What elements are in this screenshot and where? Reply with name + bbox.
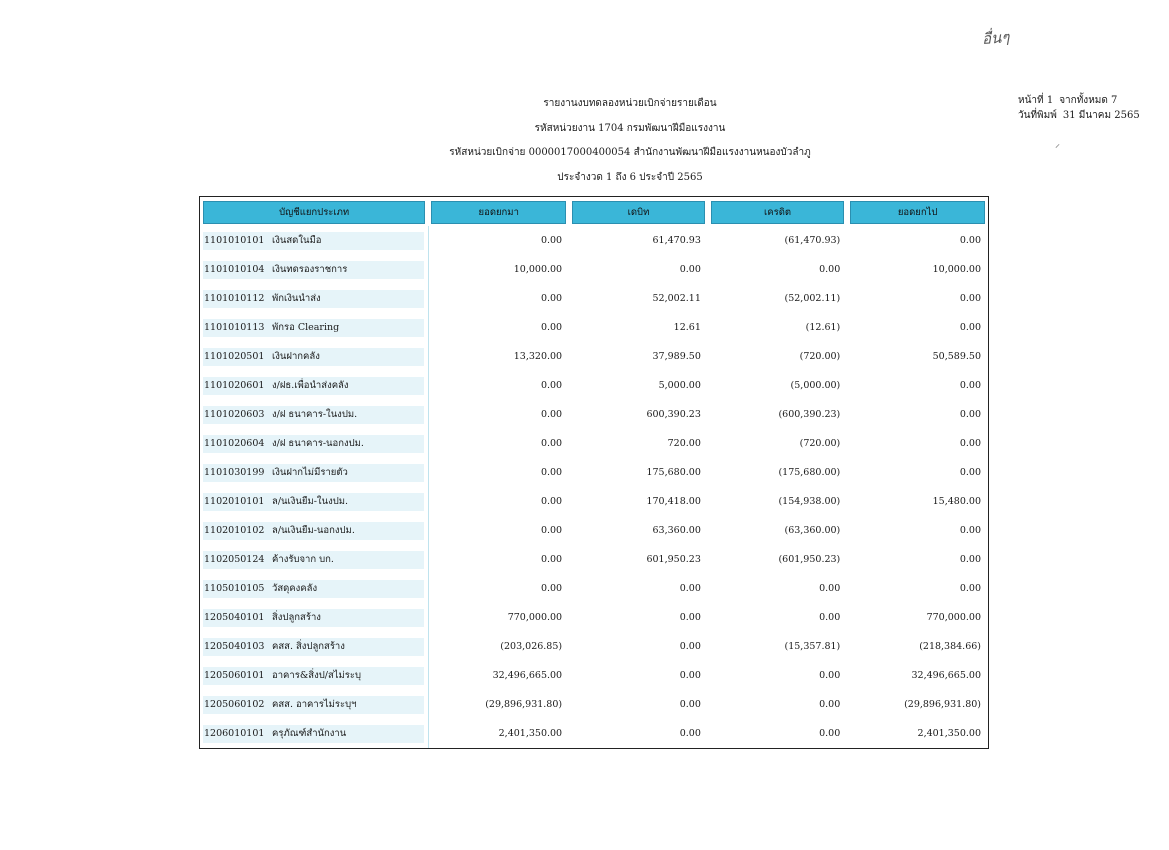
- account-name: คสส. สิ่งปลูกสร้าง: [272, 641, 345, 652]
- credit-cell: 0.00: [819, 583, 841, 594]
- account-code: 1102050124: [204, 554, 265, 565]
- brought-forward-cell: 770,000.00: [428, 603, 569, 632]
- account-code: 1206010101: [204, 728, 265, 739]
- brought-forward-cell: 2,401,350.00: [428, 719, 569, 748]
- account-code: 1102010102: [204, 525, 265, 536]
- carried-forward-cell: 15,480.00: [932, 496, 981, 507]
- account-cell: [200, 371, 428, 400]
- account-cell: [200, 226, 428, 255]
- account-code: 1105010105: [204, 583, 265, 594]
- agency-line: รหัสหน่วยงาน 1704 กรมพัฒนาฝีมือแรงงาน: [534, 122, 726, 134]
- table-row: [200, 400, 988, 429]
- account-code: 1101010113: [204, 322, 265, 333]
- carried-forward-cell: 770,000.00: [926, 612, 981, 623]
- print-date-label: วันที่พิมพ์: [1018, 110, 1057, 121]
- credit-cell: 0.00: [819, 728, 841, 739]
- column-header-credit: เครดิต: [708, 197, 847, 226]
- account-cell: [200, 545, 428, 574]
- credit-cell: (5,000.00): [790, 380, 841, 391]
- account-name: เงินสดในมือ: [272, 235, 322, 246]
- brought-forward-cell: 0.00: [428, 226, 569, 255]
- account-name: ง/ฝธ.เพื่อนำส่งคลัง: [272, 380, 349, 391]
- account-code: 1101020603: [204, 409, 265, 420]
- account-name: คสส. อาคารไม่ระบุฯ: [272, 699, 357, 710]
- debit-cell: 0.00: [679, 728, 701, 739]
- credit-cell: 0.00: [819, 699, 841, 710]
- account-cell: [200, 719, 428, 748]
- account-code: 1101010112: [204, 293, 265, 304]
- credit-cell: 0.00: [819, 612, 841, 623]
- debit-cell: 601,950.23: [646, 554, 701, 565]
- account-cell: [200, 690, 428, 719]
- table-row: [200, 690, 988, 719]
- account-code: 1101020604: [204, 438, 265, 449]
- credit-cell: (720.00): [799, 351, 841, 362]
- account-name: อาคาร&สิ่งป/สไม่ระบุ: [272, 670, 362, 681]
- disbursement-unit-line: รหัสหน่วยเบิกจ่าย 0000017000400054 สำนักงานพัฒนาฝีมือแรงงานหนองบัวลำภู: [449, 147, 811, 158]
- debit-cell: 170,418.00: [646, 496, 701, 507]
- debit-cell: 52,002.11: [652, 293, 701, 304]
- account-name: สิ่งปลูกสร้าง: [272, 612, 321, 623]
- account-name: ง/ฝ ธนาคาร-ในงปม.: [272, 409, 358, 420]
- print-date: 31 มีนาคม 2565: [1062, 110, 1140, 121]
- scan-mark: ⸝: [1055, 139, 1060, 150]
- account-cell: [200, 632, 428, 661]
- table-row: [200, 516, 988, 545]
- carried-forward-cell: 0.00: [959, 525, 981, 536]
- carried-forward-cell: 0.00: [959, 467, 981, 478]
- account-name: เงินทดรองราชการ: [272, 264, 348, 275]
- account-cell: [200, 516, 428, 545]
- report-header: [380, 92, 880, 190]
- trial-balance-table: [199, 196, 989, 749]
- account-code: 1101010104: [204, 264, 265, 275]
- account-name: ล/นเงินยืม-นอกงปม.: [272, 525, 355, 536]
- column-header-brought-forward: ยอดยกมา: [428, 197, 569, 226]
- debit-cell: 175,680.00: [646, 467, 701, 478]
- account-cell: [200, 487, 428, 516]
- carried-forward-cell: 0.00: [959, 438, 981, 449]
- debit-cell: 12.61: [673, 322, 701, 333]
- table-row: [200, 284, 988, 313]
- brought-forward-cell: (29,896,931.80): [428, 690, 569, 719]
- carried-forward-cell: (218,384.66): [919, 641, 981, 652]
- debit-cell: 0.00: [679, 641, 701, 652]
- account-cell: [200, 458, 428, 487]
- debit-cell: 37,989.50: [652, 351, 701, 362]
- carried-forward-cell: 0.00: [959, 235, 981, 246]
- brought-forward-cell: 0.00: [428, 574, 569, 603]
- carried-forward-cell: 0.00: [959, 293, 981, 304]
- brought-forward-cell: 10,000.00: [428, 255, 569, 284]
- column-header-account: บัญชีแยกประเภท: [200, 197, 428, 226]
- brought-forward-cell: 0.00: [428, 545, 569, 574]
- table-row: [200, 545, 988, 574]
- debit-cell: 0.00: [679, 670, 701, 681]
- credit-cell: (15,357.81): [784, 641, 841, 652]
- account-name: ง/ฝ ธนาคาร-นอกงปม.: [272, 438, 364, 449]
- account-name: ค้างรับจาก บก.: [272, 554, 334, 565]
- account-name: พักเงินนำส่ง: [272, 293, 321, 304]
- account-cell: [200, 400, 428, 429]
- credit-cell: (720.00): [799, 438, 841, 449]
- account-name: ล/นเงินยืม-ในงปม.: [272, 496, 349, 507]
- page-info: [1018, 93, 1140, 123]
- account-cell: [200, 313, 428, 342]
- debit-cell: 720.00: [667, 438, 701, 449]
- debit-cell: 0.00: [679, 264, 701, 275]
- table-row: [200, 255, 988, 284]
- brought-forward-cell: 0.00: [428, 371, 569, 400]
- brought-forward-cell: 0.00: [428, 516, 569, 545]
- table-row: [200, 429, 988, 458]
- debit-cell: 600,390.23: [646, 409, 701, 420]
- credit-cell: (63,360.00): [784, 525, 841, 536]
- account-name: เงินฝากไม่มีรายตัว: [272, 467, 348, 478]
- account-code: 1102010101: [204, 496, 265, 507]
- credit-cell: (601,950.23): [778, 554, 841, 565]
- account-cell: [200, 574, 428, 603]
- carried-forward-cell: 2,401,350.00: [917, 728, 981, 739]
- debit-cell: 0.00: [679, 699, 701, 710]
- debit-cell: 63,360.00: [652, 525, 701, 536]
- credit-cell: (12.61): [805, 322, 841, 333]
- credit-cell: (175,680.00): [778, 467, 841, 478]
- table-body: [200, 226, 988, 748]
- brought-forward-cell: 0.00: [428, 458, 569, 487]
- table-row: [200, 342, 988, 371]
- account-name: ครุภัณฑ์สำนักงาน: [272, 728, 347, 739]
- carried-forward-cell: 0.00: [959, 554, 981, 565]
- account-code: 1101020501: [204, 351, 265, 362]
- carried-forward-cell: 32,496,665.00: [911, 670, 981, 681]
- brought-forward-cell: 0.00: [428, 429, 569, 458]
- table-header-row: [200, 197, 988, 226]
- table-row: [200, 487, 988, 516]
- table-row: [200, 574, 988, 603]
- table-row: [200, 661, 988, 690]
- column-header-debit: เดบิท: [569, 197, 708, 226]
- table-row: [200, 226, 988, 255]
- report-title: รายงานงบทดลองหน่วยเบิกจ่ายรายเดือน: [543, 98, 717, 109]
- credit-cell: (154,938.00): [778, 496, 841, 507]
- page-number: หน้าที่ 1: [1018, 95, 1054, 106]
- table-row: [200, 313, 988, 342]
- brought-forward-cell: 0.00: [428, 313, 569, 342]
- carried-forward-cell: 0.00: [959, 380, 981, 391]
- carried-forward-cell: 0.00: [959, 322, 981, 333]
- account-name: พักรอ Clearing: [272, 322, 340, 333]
- account-code: 1101030199: [204, 467, 265, 478]
- brought-forward-cell: 0.00: [428, 284, 569, 313]
- carried-forward-cell: 50,589.50: [932, 351, 981, 362]
- handwritten-note: อื่นๆ: [981, 28, 1010, 48]
- account-code: 1101010101: [204, 235, 265, 246]
- brought-forward-cell: (203,026.85): [428, 632, 569, 661]
- brought-forward-cell: 32,496,665.00: [428, 661, 569, 690]
- account-code: 1205060101: [204, 670, 265, 681]
- table-row: [200, 371, 988, 400]
- table-row: [200, 603, 988, 632]
- debit-cell: 0.00: [679, 583, 701, 594]
- account-code: 1205060102: [204, 699, 265, 710]
- account-cell: [200, 661, 428, 690]
- account-cell: [200, 429, 428, 458]
- carried-forward-cell: (29,896,931.80): [904, 699, 981, 710]
- carried-forward-cell: 0.00: [959, 409, 981, 420]
- credit-cell: (52,002.11): [784, 293, 841, 304]
- account-cell: [200, 603, 428, 632]
- debit-cell: 61,470.93: [652, 235, 701, 246]
- brought-forward-cell: 13,320.00: [428, 342, 569, 371]
- credit-cell: 0.00: [819, 670, 841, 681]
- credit-cell: (61,470.93): [784, 235, 841, 246]
- carried-forward-cell: 0.00: [959, 583, 981, 594]
- debit-cell: 5,000.00: [658, 380, 701, 391]
- account-name: วัสดุคงคลัง: [272, 583, 318, 594]
- carried-forward-cell: 10,000.00: [932, 264, 981, 275]
- period-line: ประจำงวด 1 ถึง 6 ประจำปี 2565: [557, 171, 703, 183]
- account-cell: [200, 342, 428, 371]
- brought-forward-cell: 0.00: [428, 487, 569, 516]
- account-code: 1205040101: [204, 612, 265, 623]
- credit-cell: 0.00: [819, 264, 841, 275]
- account-name: เงินฝากคลัง: [272, 351, 320, 362]
- account-cell: [200, 255, 428, 284]
- table-row: [200, 632, 988, 661]
- account-code: 1205040103: [204, 641, 265, 652]
- debit-cell: 0.00: [679, 612, 701, 623]
- total-pages: จากทั้งหมด 7: [1059, 95, 1118, 106]
- table-row: [200, 458, 988, 487]
- account-cell: [200, 284, 428, 313]
- column-header-carried-forward: ยอดยกไป: [847, 197, 988, 226]
- account-code: 1101020601: [204, 380, 265, 391]
- table-row: [200, 719, 988, 748]
- brought-forward-cell: 0.00: [428, 400, 569, 429]
- credit-cell: (600,390.23): [778, 409, 841, 420]
